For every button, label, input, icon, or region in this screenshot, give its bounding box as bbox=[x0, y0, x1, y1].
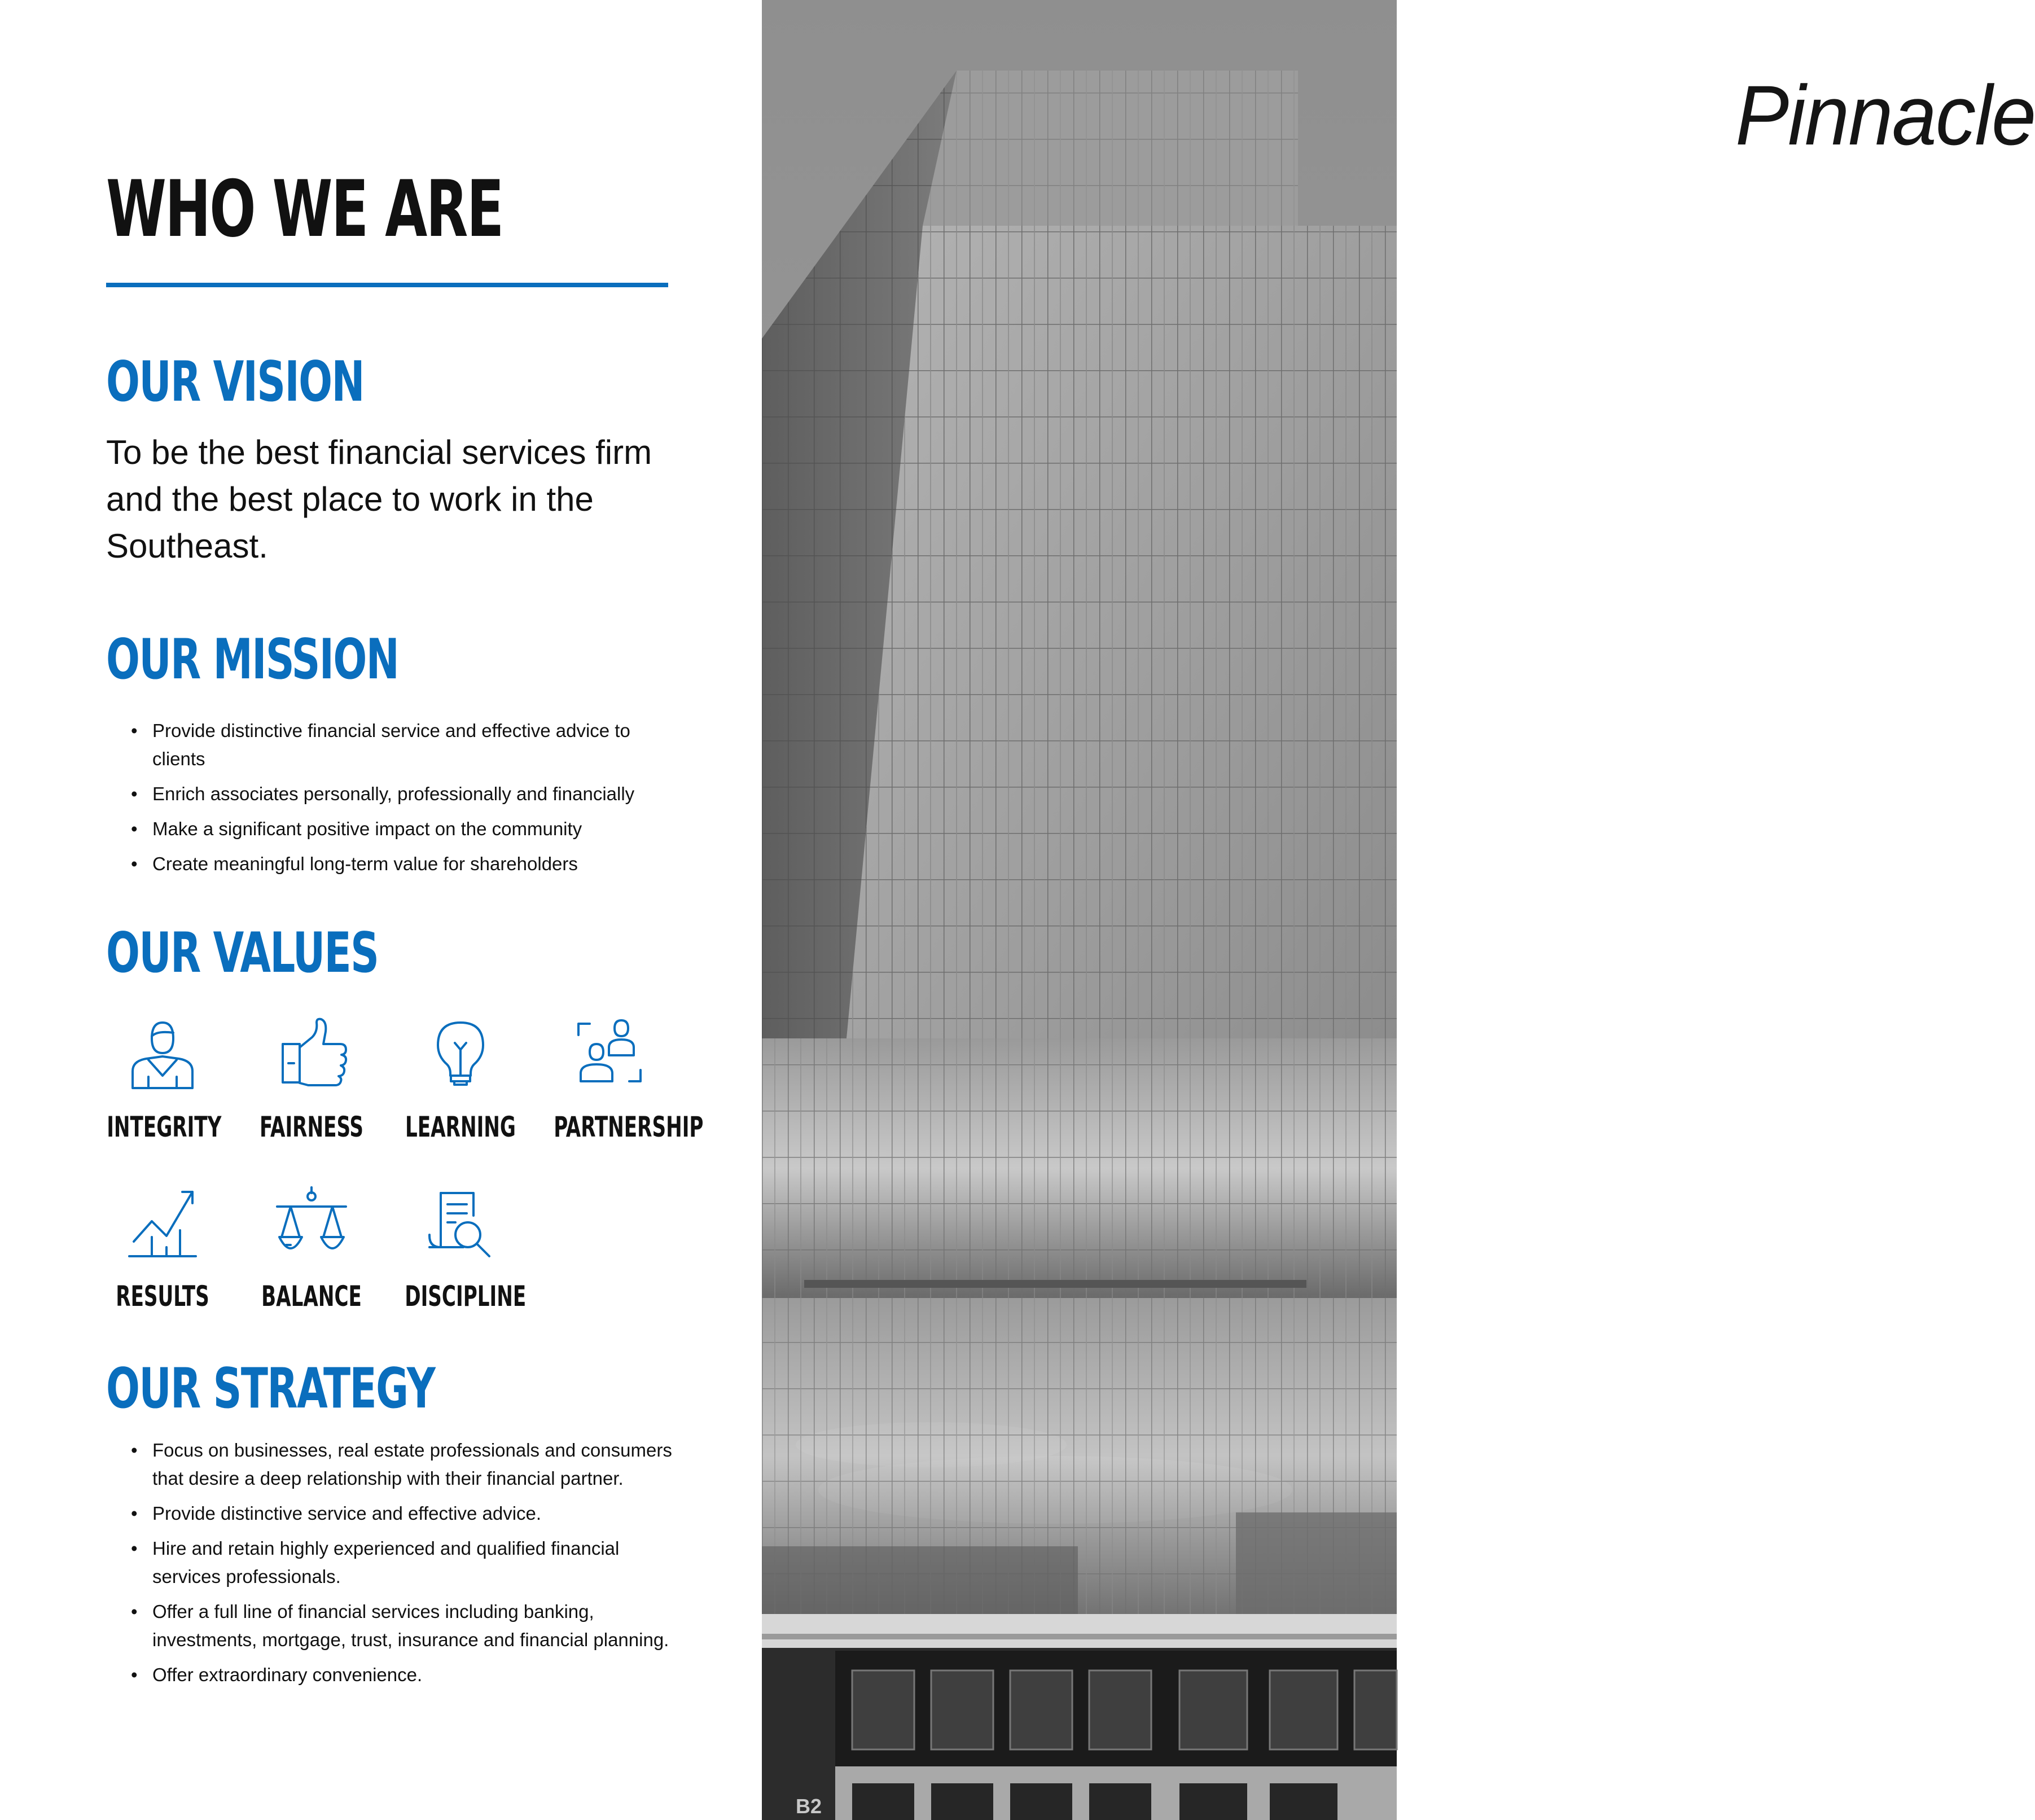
value-label: PARTNERSHIP bbox=[554, 1111, 704, 1143]
scales-icon bbox=[275, 1185, 348, 1258]
strategy-heading: OUR STRATEGY bbox=[106, 1357, 435, 1421]
value-discipline bbox=[387, 1185, 534, 1315]
list-item: • Hire and retain highly experienced and qualified financial services professionals. bbox=[152, 1534, 688, 1591]
list-item: • Focus on businesses, real estate professionals and consumers that desire a deep relationship with their financial partner. bbox=[152, 1436, 688, 1493]
value-label: FAIRNESS bbox=[259, 1111, 364, 1143]
value-partnership bbox=[536, 1016, 704, 1146]
vision-heading: OUR VISION bbox=[106, 350, 364, 414]
team-icon bbox=[573, 1016, 646, 1089]
mission-list bbox=[130, 717, 677, 885]
lightbulb-icon bbox=[424, 1016, 497, 1089]
building-number-plate: B2 bbox=[796, 1795, 822, 1818]
value-label: BALANCE bbox=[261, 1280, 362, 1313]
value-integrity bbox=[89, 1016, 236, 1146]
page-title: WHO WE ARE bbox=[106, 164, 503, 255]
value-label: INTEGRITY bbox=[107, 1111, 222, 1143]
document-search-icon bbox=[424, 1185, 497, 1258]
title-divider bbox=[106, 283, 668, 287]
mission-heading: OUR MISSION bbox=[106, 628, 399, 692]
list-item: • Enrich associates personally, professionally and financially bbox=[152, 780, 677, 808]
content-column bbox=[0, 0, 762, 1820]
list-item: • Make a significant positive impact on the community bbox=[152, 815, 677, 843]
value-balance bbox=[238, 1185, 385, 1315]
value-label: LEARNING bbox=[405, 1111, 516, 1143]
strategy-list bbox=[130, 1436, 688, 1696]
values-heading: OUR VALUES bbox=[106, 921, 379, 985]
building-photo bbox=[762, 0, 2035, 1820]
thumbs-up-icon bbox=[275, 1016, 348, 1089]
list-item: • Provide distinctive financial service and effective advice to clients bbox=[152, 717, 677, 773]
building-illustration bbox=[762, 0, 1397, 1820]
person-icon bbox=[126, 1016, 199, 1089]
value-learning bbox=[387, 1016, 534, 1146]
growth-chart-icon bbox=[126, 1185, 199, 1258]
list-item: • Offer extraordinary convenience. bbox=[152, 1661, 688, 1689]
list-item: • Provide distinctive service and effective advice. bbox=[152, 1499, 688, 1528]
vision-text: To be the best financial services firm and the best place to work in the Southeast. bbox=[106, 433, 652, 565]
building-sign: Pinnacle bbox=[1735, 68, 2035, 163]
value-label: DISCIPLINE bbox=[405, 1280, 527, 1313]
value-fairness bbox=[238, 1016, 385, 1146]
value-results bbox=[89, 1185, 236, 1315]
list-item: • Create meaningful long-term value for shareholders bbox=[152, 850, 677, 878]
value-label: RESULTS bbox=[116, 1280, 209, 1313]
list-item: • Offer a full line of financial services including banking, investments, mortgage, trust, insurance and financial planning. bbox=[152, 1598, 688, 1654]
